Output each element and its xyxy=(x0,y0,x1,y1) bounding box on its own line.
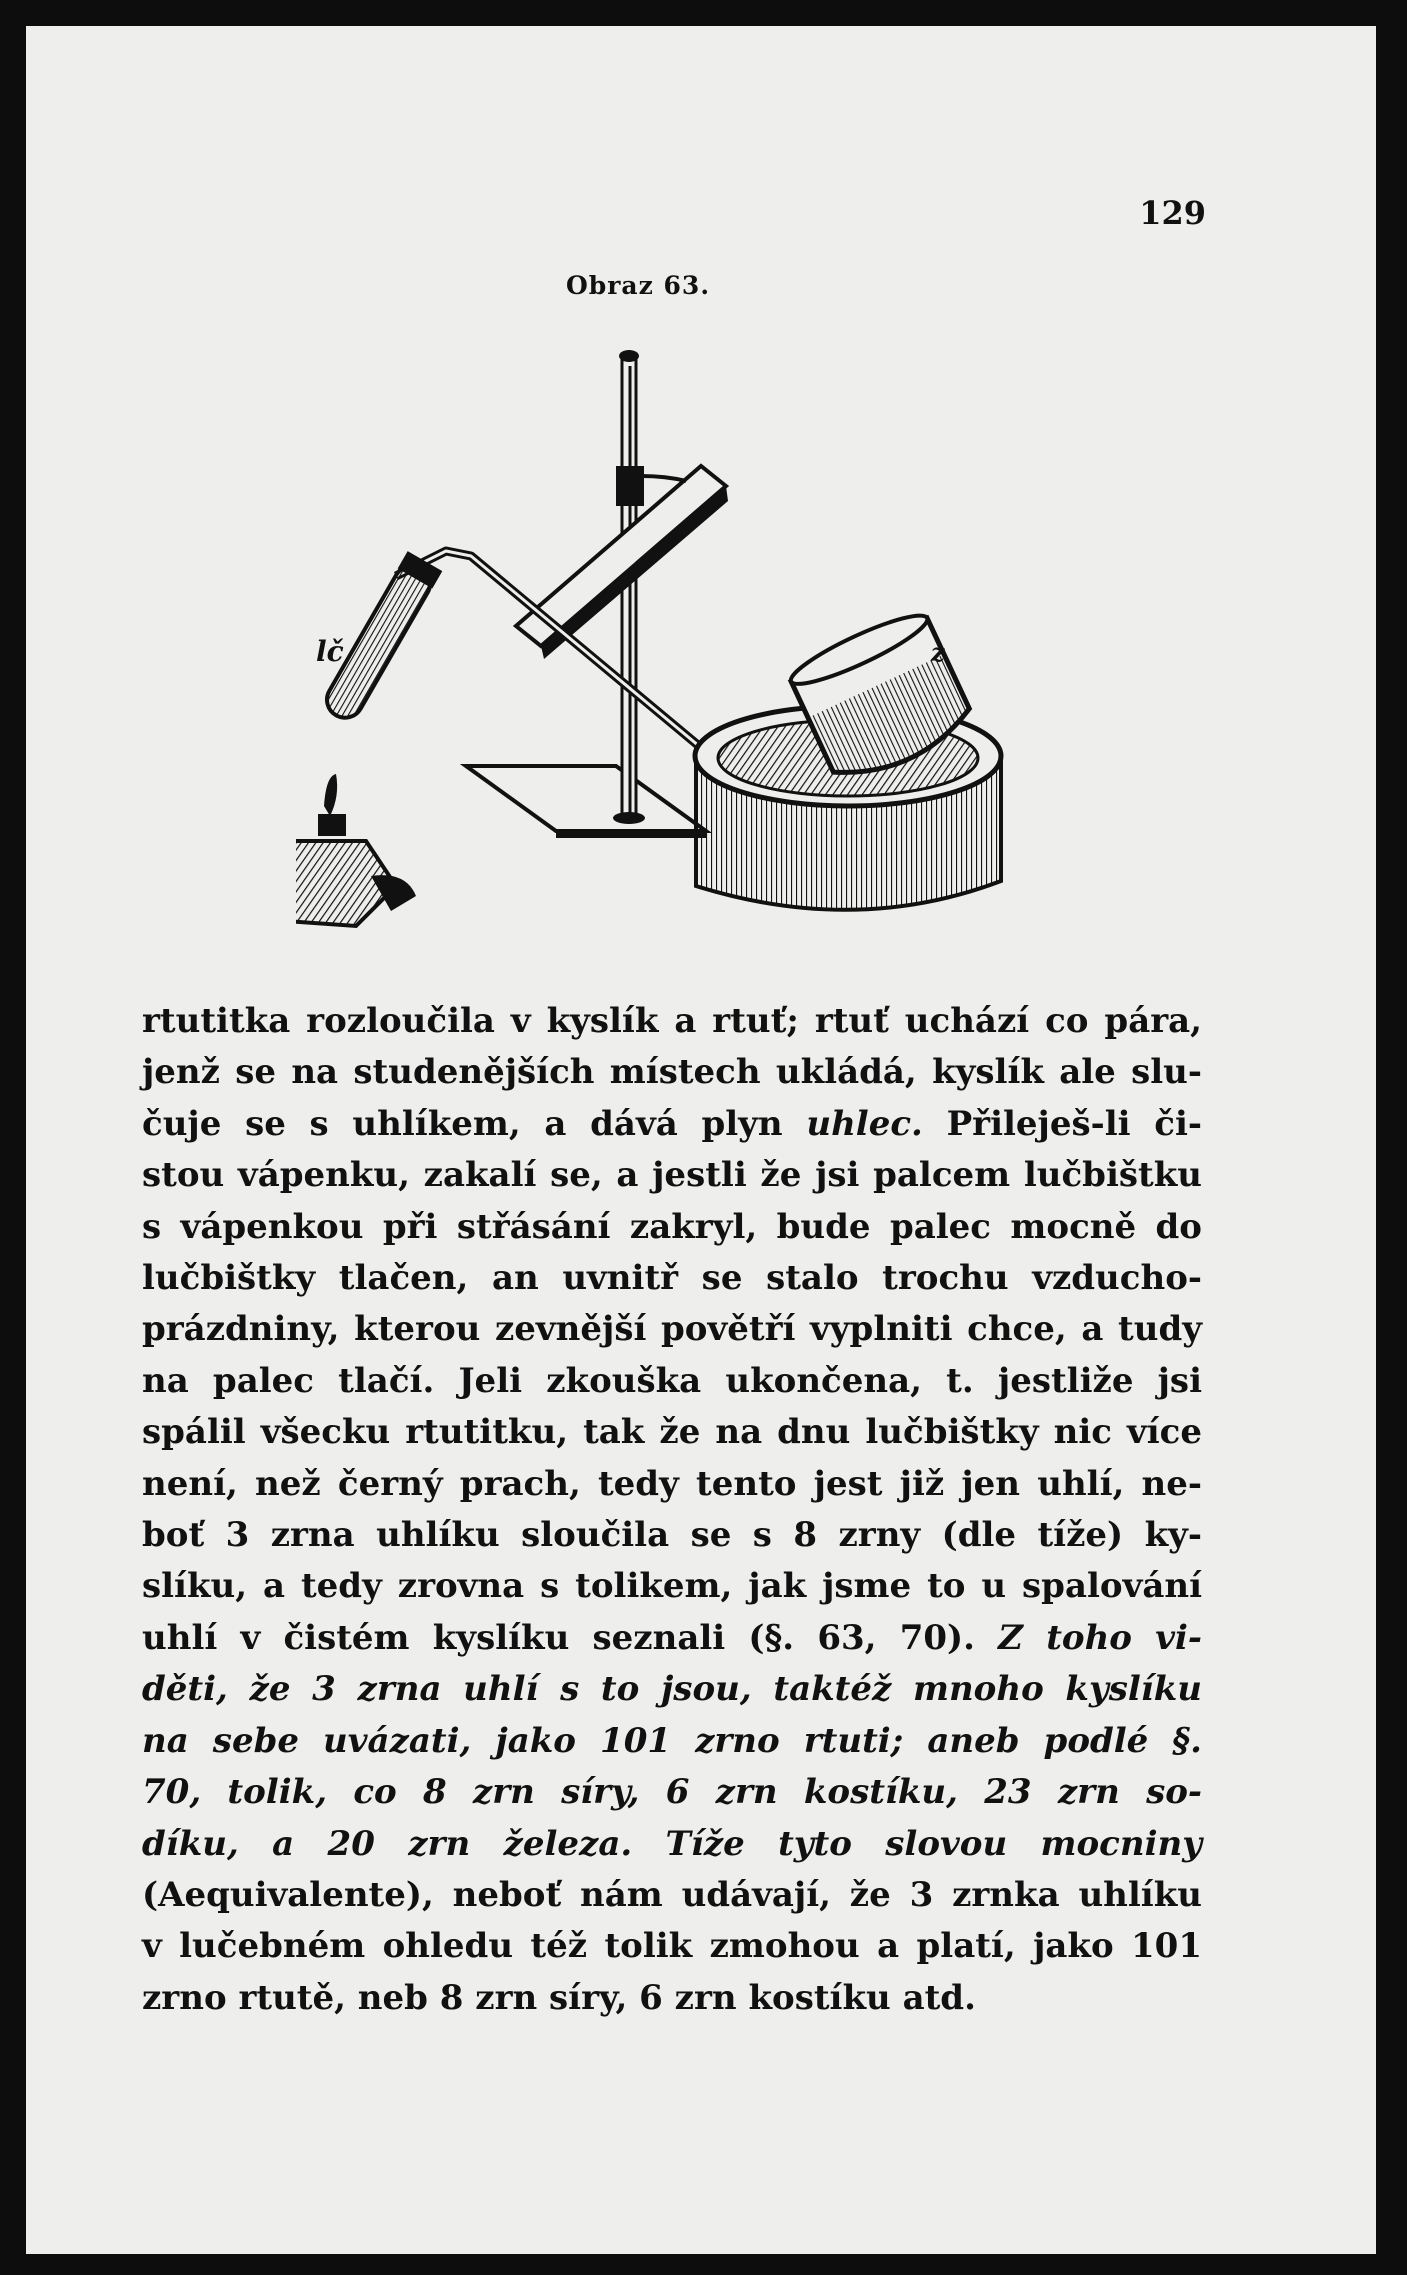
text-segment: děti, že 3 zrna uhlí s to jsou, taktéž mnoho kyslíku xyxy=(142,1669,1202,1710)
text-line xyxy=(142,1561,1202,1612)
text-line xyxy=(142,1510,1202,1561)
text-segment: boť 3 zrna uhlíku sloučila se s 8 zrny (dle tíže) ky- xyxy=(142,1515,1202,1556)
text-segment: slíku, a tedy zrovna s tolikem, jak jsme to u spalování xyxy=(142,1566,1202,1607)
text-segment: 70, tolik, co 8 zrn síry, 6 zrn kostíku, 23 zrn so- xyxy=(142,1772,1202,1813)
body-text xyxy=(142,996,1202,2024)
label-tube: lč xyxy=(316,635,344,668)
text-line xyxy=(142,1973,1202,2024)
text-line xyxy=(142,1664,1202,1715)
text-line xyxy=(142,996,1202,1047)
text-segment: (Aequivalente), neboť nám udávají, že 3 zrnka uhlíku xyxy=(142,1874,1202,1915)
text-line xyxy=(142,1459,1202,1510)
text-segment: Z toho vi- xyxy=(998,1617,1202,1658)
text-line xyxy=(142,1356,1202,1407)
text-line xyxy=(142,1921,1202,1972)
text-segment: spálil všecku rtutitku, tak že na dnu lučbištky nic více xyxy=(142,1412,1202,1453)
label-flask: z xyxy=(931,638,945,667)
text-line xyxy=(142,1304,1202,1355)
text-segment: zrno rtutě, neb 8 zrn síry, 6 zrn kostíku atd. xyxy=(142,1977,976,2018)
text-segment: Přileješ-li či- xyxy=(922,1103,1202,1144)
text-segment: na palec tlačí. Jeli zkouška ukončena, t. jestliže jsi xyxy=(142,1360,1202,1401)
text-line xyxy=(142,1407,1202,1458)
text-segment: lučbištky tlačen, an uvnitř se stalo trochu vzducho- xyxy=(142,1258,1202,1299)
text-segment: jenž se na studenějších místech ukládá, kyslík ale slu- xyxy=(142,1052,1202,1093)
text-segment: rtutitka rozloučila v kyslík a rtuť; rtuť uchází co pára, xyxy=(142,1001,1202,1041)
stand-base xyxy=(466,766,706,831)
text-line xyxy=(142,1150,1202,1201)
text-segment: uhlec. xyxy=(806,1103,923,1144)
text-line xyxy=(142,1047,1202,1098)
text-line xyxy=(142,1767,1202,1818)
text-segment: uhlí v čistém kyslíku seznali (§. 63, 70). xyxy=(142,1617,999,1658)
apparatus-illustration xyxy=(296,326,1026,966)
text-segment: prázdniny, kterou zevnější povětří vyplniti chce, a tudy xyxy=(142,1309,1202,1350)
text-line xyxy=(142,1253,1202,1304)
text-segment: na sebe uvázati, jako 101 zrno rtuti; aneb podlé §. xyxy=(142,1720,1202,1761)
text-segment: v lučebném ohledu též tolik zmohou a platí, jako 101 xyxy=(142,1926,1202,1967)
page-number: 129 xyxy=(1139,194,1206,232)
book-page xyxy=(26,26,1376,2254)
text-line xyxy=(142,1819,1202,1870)
text-segment: není, než černý prach, tedy tento jest již jen uhlí, ne- xyxy=(142,1463,1202,1504)
text-segment: stou vápenku, zakalí se, a jestli že jsi palcem lučbištku xyxy=(142,1155,1202,1196)
text-segment: čuje se s uhlíkem, a dává plyn xyxy=(142,1103,807,1144)
text-segment: díku, a 20 zrn železa. Tíže tyto slovou mocniny xyxy=(142,1823,1202,1864)
text-line xyxy=(142,1202,1202,1253)
figure-caption: Obraz 63. xyxy=(566,271,711,300)
text-line xyxy=(142,1099,1202,1150)
text-line xyxy=(142,1613,1202,1664)
text-line xyxy=(142,1716,1202,1767)
text-segment: s vápenkou při střásání zakryl, bude palec mocně do xyxy=(142,1206,1202,1247)
spirit-lamp xyxy=(296,774,416,926)
text-line xyxy=(142,1870,1202,1921)
